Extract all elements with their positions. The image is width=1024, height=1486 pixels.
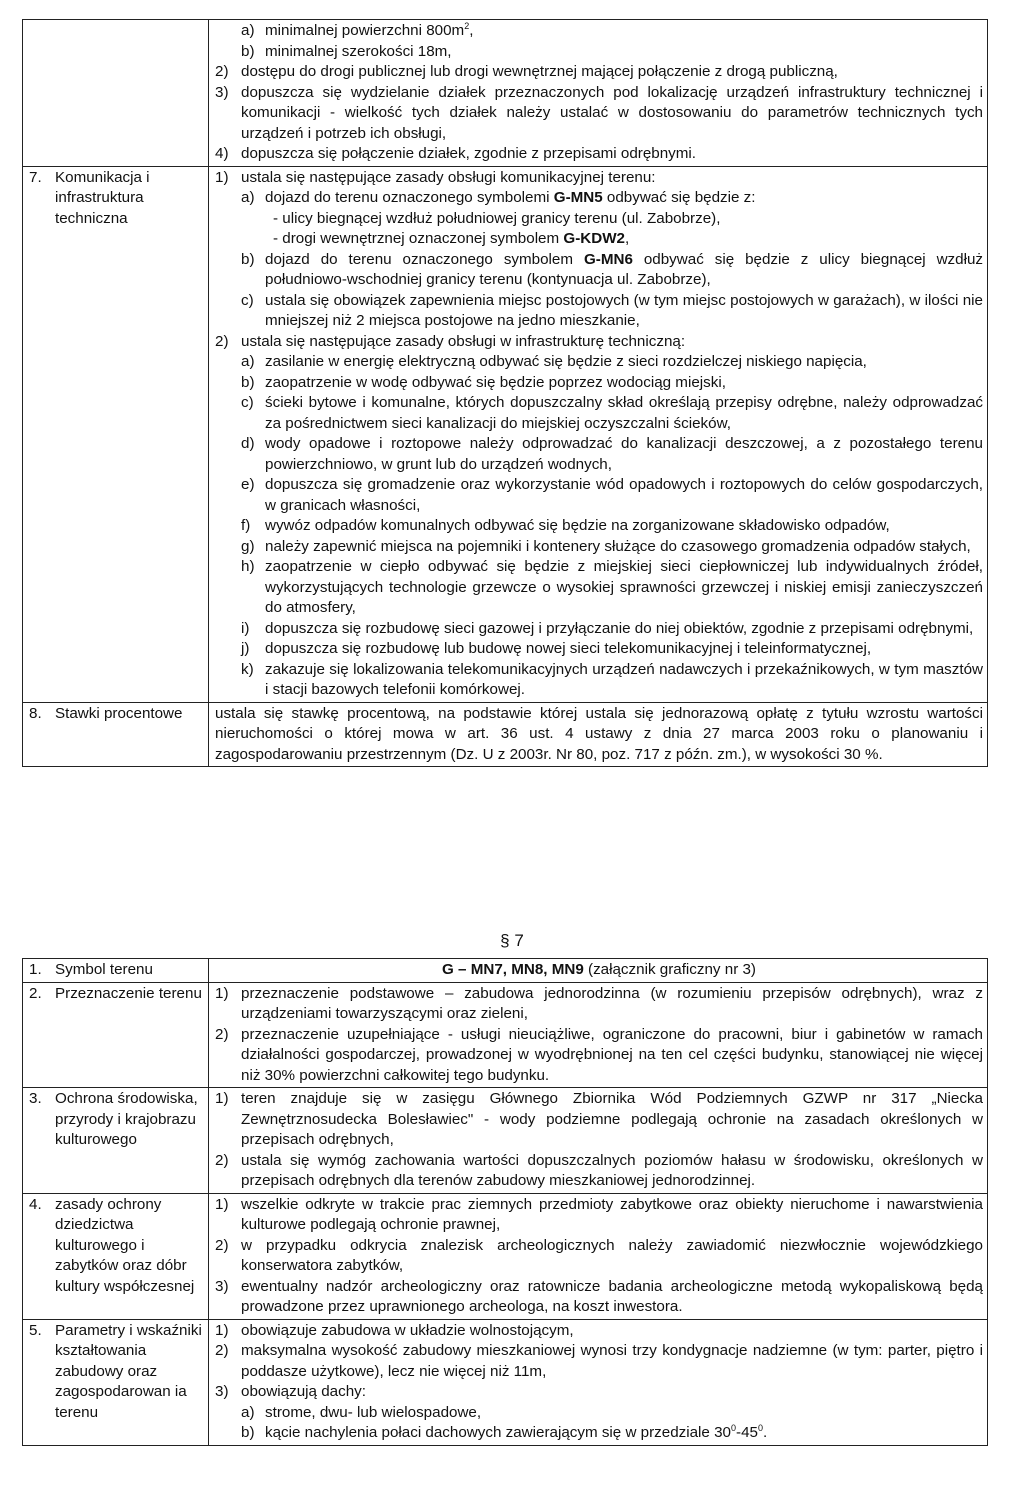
- list-marker: 4): [215, 145, 229, 162]
- table-row-1: [23, 959, 988, 983]
- list-text: dopuszcza się rozbudowę lub budowę nowej sieci telekomunikacyjnej i teleinformatycznej,: [265, 640, 872, 657]
- list-text: przeznaczenie podstawowe – zabudowa jednorodzinna (w rozumieniu przepisów odrębnych), wraz z urządzeniami towarzyszącymi oraz zieleni,: [241, 984, 983, 1022]
- list-text: w przypadku odkrycia znalezisk archeologicznych należy zawiadomić niezwłocznie wojewódzkiego konserwatora zabytków,: [241, 1236, 983, 1274]
- row-number: 7.: [29, 168, 42, 186]
- list-text-end: ,: [469, 22, 474, 39]
- list-marker: k): [241, 660, 254, 678]
- row-content: [209, 1193, 988, 1319]
- row-label-text: Stawki procentowe: [55, 704, 183, 722]
- symbol-cell: [209, 959, 988, 983]
- list-text: teren znajduje się w zasięgu Głównego Zbiornika Wód Podziemnych GZWP nr 317 „Niecka Zewnętrznosudecka Bolesławiec" - wody podziemne podlegają ochronie na zasadach określonych w przepisach odrębnych,: [241, 1090, 983, 1148]
- list-marker: 2): [215, 1236, 229, 1254]
- list-marker: i): [241, 619, 250, 637]
- row-label-text: Symbol terenu: [55, 961, 153, 978]
- text-part: -45: [736, 1424, 758, 1441]
- list-text: ustala się następujące zasady obsługi w infrastrukturę techniczną:: [241, 332, 686, 350]
- list-text: ustala się wymóg zachowania wartości dopuszczalnych poziomów hałasu w środowisku, określonych w przepisach odrębnych dla terenów zabudowy mieszkaniowej jednorodzinnej.: [241, 1151, 983, 1189]
- list-text-main: minimalnej powierzchni 800m: [265, 22, 465, 39]
- text-part: kącie nachylenia połaci dachowych zawierającym się w przedziale 30: [265, 1424, 731, 1441]
- section-heading: § 7: [500, 931, 524, 950]
- list-marker: b): [241, 1424, 255, 1441]
- table-row-3: [23, 1088, 988, 1194]
- row-number: 8.: [29, 704, 42, 722]
- list-text: ustala się następujące zasady obsługi komunikacyjnej terenu:: [241, 168, 656, 186]
- row-label: [23, 702, 209, 767]
- row-number: 1.: [29, 961, 42, 978]
- row-content: [209, 20, 988, 167]
- list-text: zasilanie w energię elektryczną odbywać się będzie z sieci rozdzielczej niskiego napięcia,: [265, 353, 867, 370]
- list-marker: 3): [215, 1383, 229, 1400]
- row-number: 4.: [29, 1195, 42, 1213]
- list-marker: 1): [215, 168, 229, 186]
- list-marker: 1): [215, 984, 229, 1002]
- dash-item: [273, 229, 983, 250]
- list-marker: a): [241, 189, 255, 206]
- row-label-text: zasady ochrony dziedzictwa kulturowego i zabytków oraz dóbr kultury współczesnej: [55, 1195, 195, 1295]
- list-marker: 2): [215, 1025, 229, 1043]
- superscript: 2: [464, 20, 470, 31]
- list-marker: 2): [215, 63, 229, 80]
- row-label-text: Parametry i wskaźniki kształtowania zabudowy oraz zagospodarowan ia terenu: [55, 1321, 202, 1421]
- degree-superscript: 0: [757, 1422, 763, 1433]
- symbol-bold: G-MN6: [583, 250, 633, 268]
- text-part: odbywać się będzie z:: [602, 189, 756, 206]
- row-label-text: Przeznaczenie terenu: [55, 984, 202, 1002]
- list-marker: c): [241, 394, 254, 411]
- table-row-8: [23, 702, 988, 767]
- list-text: ustala się obowiązek zapewnienia miejsc postojowych (w tym miejsc postojowych w garażach), w ilości nie mniejszej niż 2 miejsca postojowe na jedno mieszkanie,: [265, 291, 983, 329]
- list-marker: 3): [215, 83, 229, 101]
- list-marker: 2): [215, 1342, 229, 1359]
- list-text: zakazuje się lokalizowania telekomunikacyjnych urządzeń nadawczych i przekaźnikowych, w tym masztów i stacji bazowych telefonii komórkowej.: [265, 660, 983, 698]
- list-marker: b): [241, 373, 255, 391]
- list-text: obowiązuje zabudowa w układzie wolnostojącym,: [241, 1321, 574, 1339]
- list-marker: 2): [215, 1151, 229, 1169]
- symbol-note: (załącznik graficzny nr 3): [583, 961, 756, 978]
- list-text: przeznaczenie uzupełniające - usługi nieuciążliwe, ograniczone do pracowni, biur i gabinetów w ramach działalności gospodarczej, prowadzonej w wyodrębnionej na ten cel części budynku, stanowiącej nie więcej niż 30% powierzchni całkowitej tego budynku.: [241, 1025, 983, 1084]
- row-label: [23, 959, 209, 983]
- list-marker: b): [241, 42, 255, 60]
- row-content: [209, 166, 988, 702]
- symbol-bold: G-MN5: [553, 189, 603, 206]
- list-text: maksymalna wysokość zabudowy mieszkaniowej wynosi trzy kondygnacje nadziemne (w tym: parter, piętro i poddasze użytkowe), lecz nie więcej niż 11m,: [241, 1342, 983, 1380]
- list-marker: 1): [215, 1195, 229, 1213]
- list-marker: j): [241, 640, 250, 657]
- row-content: [209, 982, 988, 1088]
- list-text: strome, dwu- lub wielospadowe,: [265, 1403, 482, 1421]
- list-marker: e): [241, 476, 255, 493]
- text-part: ,: [624, 230, 630, 247]
- row-label-text: Komunikacja i infrastruktura techniczna: [55, 168, 150, 227]
- list-text: minimalnej szerokości 18m,: [265, 42, 452, 60]
- list-marker: 2): [215, 332, 229, 350]
- list-text: dopuszcza się gromadzenie oraz wykorzystanie wód opadowych i roztopowych do celów gospodarczych, w granicach własności,: [265, 476, 983, 514]
- list-marker: 1): [215, 1321, 229, 1339]
- list-text: zaopatrzenie w wodę odbywać się będzie poprzez wodociąg miejski,: [265, 373, 726, 391]
- list-text: dostępu do drogi publicznej lub drogi wewnętrznej mającej połączenie z drogą publiczną,: [241, 63, 838, 80]
- list-text: ścieki bytowe i komunalne, których dopuszczalny skład określają przepisy odrębne, należy odprowadzać za pośrednictwem sieci kanalizacji do miejskiej oczyszczalni ścieków,: [265, 394, 983, 432]
- row-label: [23, 166, 209, 702]
- list-text: [265, 21, 983, 42]
- list-text: dopuszcza się rozbudowę sieci gazowej i przyłączanie do niej obiektów, zgodnie z przepisami odrębnymi,: [265, 619, 974, 637]
- row-content: [209, 1319, 988, 1445]
- list-text: [265, 1423, 983, 1444]
- row-label: [23, 1193, 209, 1319]
- list-text: należy zapewnić miejsca na pojemniki i kontenery służące do czasowego gromadzenia odpadów stałych,: [265, 537, 971, 555]
- table-row-2: [23, 982, 988, 1088]
- list-marker: 1): [215, 1090, 229, 1107]
- list-marker: c): [241, 291, 254, 309]
- list-marker: b): [241, 250, 255, 268]
- text-part: - drogi wewnętrznej oznaczonej symbolem: [273, 230, 564, 247]
- table-row-continuation: [23, 20, 988, 167]
- paragraph-text: ustala się stawkę procentową, na podstawie której ustala się jednorazową opłatę z tytułu wzrostu wartości nieruchomości o której mowa w art. 36 ust. 4 ustawy z dnia 27 marca 2003 roku o planowaniu i zagospodarowaniu przestrzennym (Dz. U z 2003r. Nr 80, poz. 717 z późn. zm.), w wysokości 30 %.: [215, 704, 983, 763]
- regulation-table-2: [22, 958, 988, 1446]
- list-marker: a): [241, 22, 255, 39]
- table-row-7: [23, 166, 988, 702]
- row-label: [23, 1319, 209, 1445]
- list-text: zaopatrzenie w ciepło odbywać się będzie z miejskiej sieci ciepłowniczej lub indywidualnych źródeł, wykorzystujących technologie grzewcze o wysokiej sprawności grzewczej i niskiej emisji zanieczyszczeń do atmosfery,: [265, 558, 983, 616]
- row-number: 5.: [29, 1321, 42, 1339]
- row-label-text: Ochrona środowiska, przyrody i krajobrazu kulturowego: [55, 1090, 198, 1148]
- symbol-bold: G – MN7, MN8, MN9: [442, 961, 584, 978]
- list-marker: h): [241, 558, 255, 575]
- list-marker: d): [241, 435, 255, 452]
- list-text: [265, 250, 983, 291]
- list-text: dopuszcza się połączenie działek, zgodnie z przepisami odrębnymi.: [241, 145, 697, 162]
- row-label: [23, 1088, 209, 1194]
- row-content: [209, 702, 988, 767]
- list-marker: g): [241, 537, 255, 555]
- list-text: wszelkie odkryte w trakcie prac ziemnych przedmioty zabytkowe oraz obiekty nieruchome i nawarstwienia kulturowe podlegają ochronie prawnej,: [241, 1195, 983, 1233]
- symbol-bold: G-KDW2: [563, 230, 625, 247]
- table-row-4: [23, 1193, 988, 1319]
- dash-item: - ulicy biegnącej wzdłuż południowej granicy terenu (ul. Zabobrze),: [273, 209, 721, 227]
- row-label-empty: [23, 20, 209, 167]
- row-label: [23, 982, 209, 1088]
- table-row-5: [23, 1319, 988, 1445]
- row-number: 2.: [29, 984, 42, 1002]
- list-marker: a): [241, 353, 255, 370]
- list-marker: a): [241, 1403, 255, 1421]
- list-marker: f): [241, 517, 251, 534]
- list-text: wywóz odpadów komunalnych odbywać się będzie na zorganizowane składowisko odpadów,: [265, 517, 890, 534]
- regulation-table-1: [22, 19, 988, 767]
- list-text: wody opadowe i roztopowe należy odprowadzać do kanalizacji deszczowej, a z pozostałego terenu powierzchniowo, w grunt lub do urządzeń wodnych,: [265, 435, 983, 473]
- row-content: [209, 1088, 988, 1194]
- list-text: [265, 188, 983, 209]
- text-part: dojazd do terenu oznaczonego symbolemi: [265, 189, 554, 206]
- list-text: dopuszcza się wydzielanie działek przeznaczonych pod lokalizację urządzeń infrastruktury technicznej i komunikacji - wielkość tych działek należy ustalać w dostosowaniu do parametrów technicznych tych urządzeń i potrzeb ich obsługi,: [241, 83, 983, 142]
- row-number: 3.: [29, 1090, 42, 1107]
- list-text: obowiązują dachy:: [241, 1383, 366, 1400]
- text-part: odbywać się będzie z ulicy biegnącej wzdłuż południowo-wschodniej granicy terenu (kontynuacja ul. Zabobrze),: [265, 250, 983, 288]
- degree-superscript: 0: [731, 1422, 737, 1433]
- list-marker: 3): [215, 1277, 229, 1295]
- text-part: dojazd do terenu oznaczonego symbolem: [265, 250, 584, 268]
- list-text: ewentualny nadzór archeologiczny oraz ratownicze badania archeologiczne metodą wykopaliskową będą prowadzone przez uprawnionego archeologa, na koszt inwestora.: [241, 1277, 983, 1315]
- text-part: .: [762, 1424, 768, 1441]
